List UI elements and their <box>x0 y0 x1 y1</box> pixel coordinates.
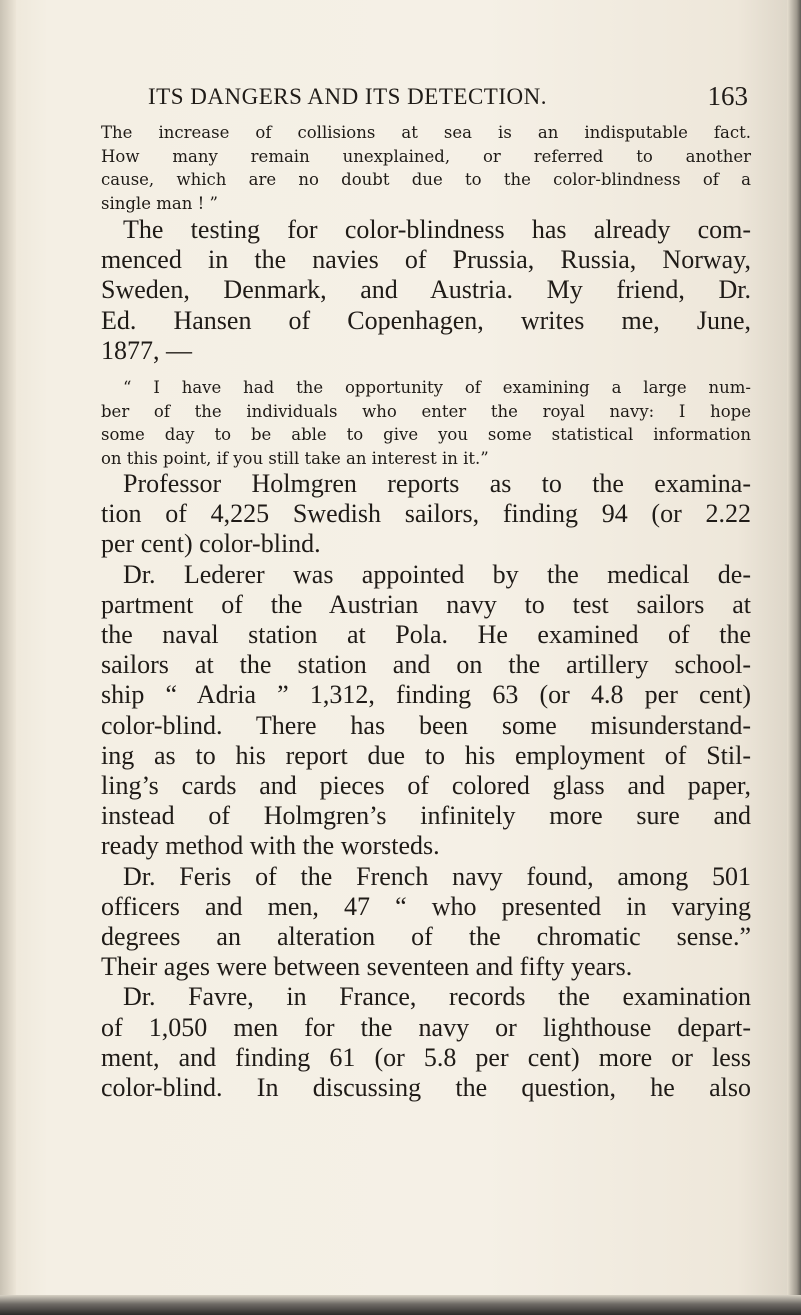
text-line: Dr. Favre, in France, records the examination <box>123 982 751 1012</box>
text-line: degrees an alteration of the chromatic sense.” <box>101 922 751 952</box>
text-line: Sweden, Denmark, and Austria. My friend, Dr. <box>101 275 751 305</box>
paragraphs-main <box>101 469 751 1103</box>
text-line: ling’s cards and pieces of colored glass and paper, <box>101 771 751 801</box>
text-line: ready method with the worsteds. <box>101 831 440 861</box>
text-line: Dr. Lederer was appointed by the medical de- <box>123 559 751 589</box>
text-line: the naval station at Pola. He examined of the <box>101 620 751 650</box>
running-head: ITS DANGERS AND ITS DETECTION. <box>148 84 547 109</box>
page-bottom-edge <box>0 1295 801 1315</box>
text-line: Ed. Hansen of Copenhagen, writes me, June, <box>101 305 751 335</box>
text-line: “ I have had the opportunity of examining a large num- <box>123 378 751 397</box>
text-line: cause, which are no doubt due to the color-blindness of a <box>101 170 751 189</box>
quote-collisions <box>101 121 751 215</box>
text-line: partment of the Austrian navy to test sailors at <box>101 589 751 619</box>
text-line: ment, and finding 61 (or 5.8 per cent) more or less <box>101 1042 751 1072</box>
text-line: 1877, — <box>101 335 192 365</box>
paragraph-holmgren <box>101 469 751 560</box>
text-line: menced in the navies of Prussia, Russia, Norway, <box>101 245 751 275</box>
text-line: The increase of collisions at sea is an indisputable fact. <box>101 123 751 142</box>
text-line: single man ! ” <box>101 193 218 213</box>
text-line: instead of Holmgren’s infinitely more sure and <box>101 801 751 831</box>
text-line: How many remain unexplained, or referred to another <box>101 146 751 166</box>
text-line: color-blind. There has been some misunderstand- <box>101 710 751 740</box>
text-line: ber of the individuals who enter the royal navy: I hope <box>101 401 751 421</box>
text-line: officers and men, 47 “ who presented in varying <box>101 891 751 921</box>
text-line: per cent) color-blind. <box>101 529 321 559</box>
page-number: 163 <box>707 81 748 111</box>
quote-hansen <box>101 376 751 470</box>
text-line: some day to be able to give you some statistical information <box>101 425 751 444</box>
page-binding-shadow <box>787 0 801 1315</box>
text-line: of 1,050 men for the navy or lighthouse depart- <box>101 1012 751 1042</box>
text-line: The testing for color-blindness has already com- <box>123 215 751 244</box>
text-line: ship “ Adria ” 1,312, finding 63 (or 4.8 per cent) <box>101 680 751 710</box>
paragraph-lederer <box>101 560 751 862</box>
text-line: ing as to his report due to his employment of Stil- <box>101 740 751 770</box>
text-line: Their ages were between seventeen and fifty years. <box>101 952 633 982</box>
text-line: color-blind. In discussing the question, he also <box>101 1073 751 1103</box>
text-line: sailors at the station and on the artillery school- <box>101 650 751 680</box>
page-header <box>148 81 748 114</box>
text-line: on this point, if you still take an interest in it.” <box>101 448 489 468</box>
paragraph-favre <box>101 982 751 1103</box>
text-line: Professor Holmgren reports as to the examina- <box>123 469 751 498</box>
paragraph-feris <box>101 862 751 983</box>
paragraph-testing-navies <box>101 215 751 366</box>
page-left-edge <box>0 0 16 1315</box>
text-line: tion of 4,225 Swedish sailors, finding 94 (or 2.22 <box>101 499 751 529</box>
text-line: Dr. Feris of the French navy found, among 501 <box>123 861 751 891</box>
